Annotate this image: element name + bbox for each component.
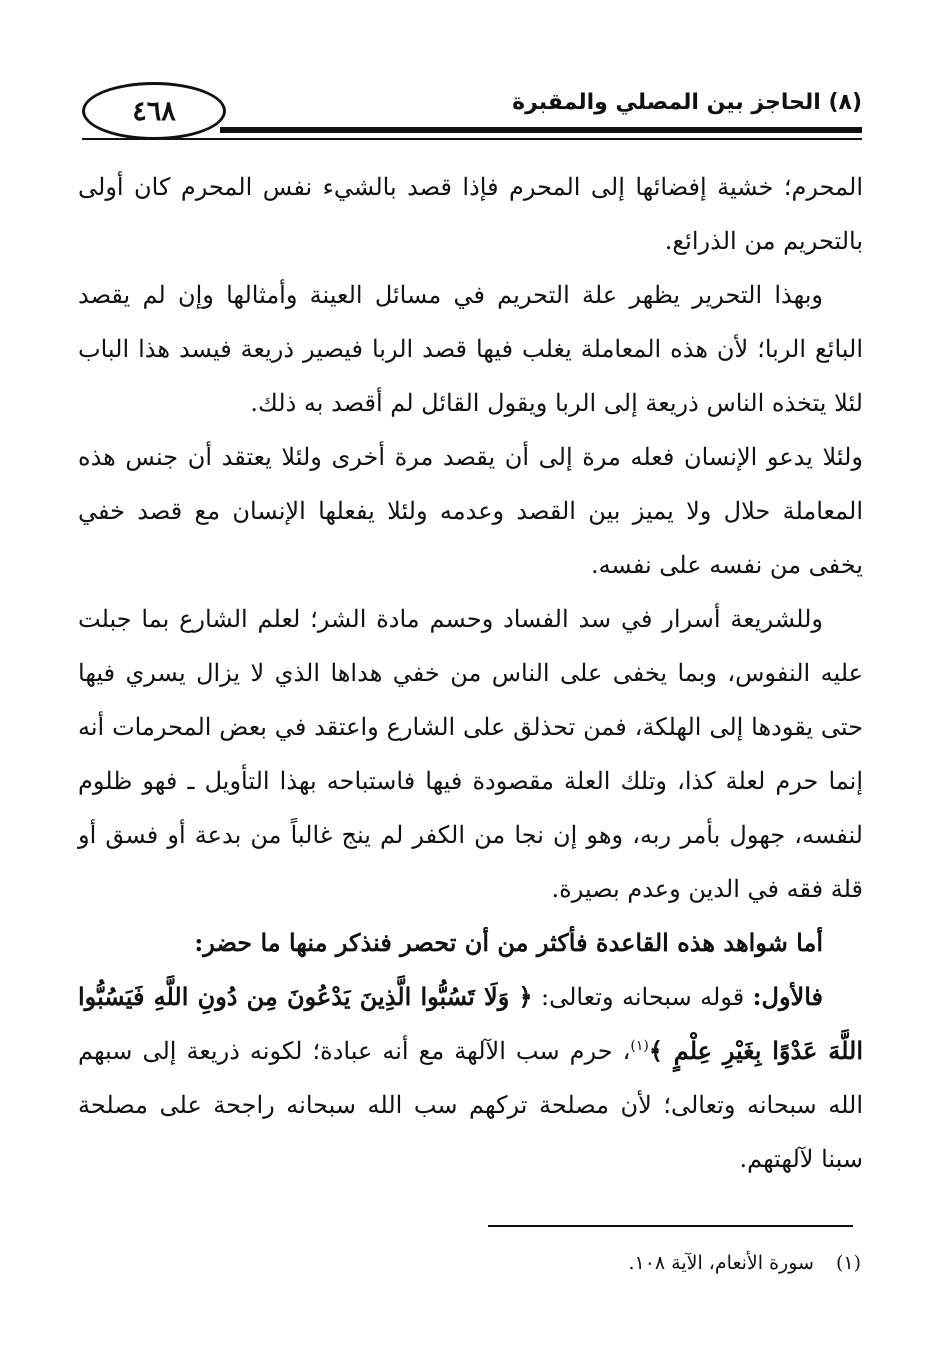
paragraph-2: وبهذا التحرير يظهر علة التحريم في مسائل العينة وأمثالها وإن لم يقصد البائع الربا؛ لأن هذه المعاملة يغلب فيها قصد الربا فيصير ذريعة فيسد هذا الباب لئلا يتخذه الناس ذريعة إلى الربا ويقول القائل لم أقصد به ذلك. [78, 281, 863, 417]
paragraph-3: ولئلا يدعو الإنسان فعله مرة إلى أن يقصد مرة أخرى ولئلا يعتقد أن جنس هذه المعاملة حلال ولا يميز بين القصد وعدمه ولئلا يفعلها الإنسان مع قصد خفي يخفى من نفسه على نفسه. [78, 443, 863, 579]
quran-verse: ﴿ وَلَا تَسُبُّوا الَّذِينَ يَدْعُونَ مِن دُونِ اللَّهِ فَيَسُبُّوا اللَّهَ عَدْوًا بِغَيْرِ عِلْمٍ ﴾ [78, 982, 864, 1065]
footnote-text: سورة الأنعام، الآية ١٠٨. [628, 1252, 814, 1274]
page-header [82, 82, 862, 144]
paragraph-5: أما شواهد هذه القاعدة فأكثر من أن تحصر فنذكر منها ما حضر: [194, 928, 823, 957]
paragraph-6-lead: فالأول: [752, 982, 823, 1011]
paragraph-6 [78, 970, 863, 1186]
header-rule-thin [82, 138, 862, 140]
footnote-1 [81, 1252, 861, 1274]
paragraph-6-rest: ، حرم سب الآلهة مع أنه عبادة؛ لكونه ذريعة إلى سبهم الله سبحانه وتعالى؛ لأن مصلحة تركهم سب الله سبحانه راجحة على مصلحة سبنا لآلهتهم. [78, 1037, 863, 1173]
footnote-divider [488, 1225, 853, 1227]
paragraph-1: المحرم؛ خشية إفضائها إلى المحرم فإذا قصد بالشيء نفس المحرم كان أولى بالتحريم من الذرائع. [78, 173, 863, 255]
footnote-ref[interactable]: (١) [630, 1038, 649, 1054]
header-rule-thick [220, 127, 862, 133]
page-number: ٤٦٨ [82, 82, 226, 140]
footnote-number: (١) [835, 1252, 861, 1274]
paragraph-6-intro: قوله سبحانه وتعالى: [532, 983, 753, 1011]
paragraph-4: وللشريعة أسرار في سد الفساد وحسم مادة الشر؛ لعلم الشارع بما جبلت عليه النفوس، وبما يخفى على الناس من خفي هداها الذي لا يزال يسري فيها حتى يقودها إلى الهلكة، فمن تحذلق على الشارع واعتقد في بعض المحرمات أنه إنما حرم لعلة كذا، وتلك العلة مقصودة فيها فاستباحه بهذا التأويل ـ فهو ظلوم لنفسه، جهول بأمر ربه، وهو إن نجا من الكفر لم ينج غالباً من بدعة أو فسق أو قلة فقه في الدين وعدم بصيرة. [78, 605, 863, 903]
body-text [78, 160, 863, 1186]
running-title: (٨) الحاجز بين المصلي والمقبرة [512, 90, 862, 115]
